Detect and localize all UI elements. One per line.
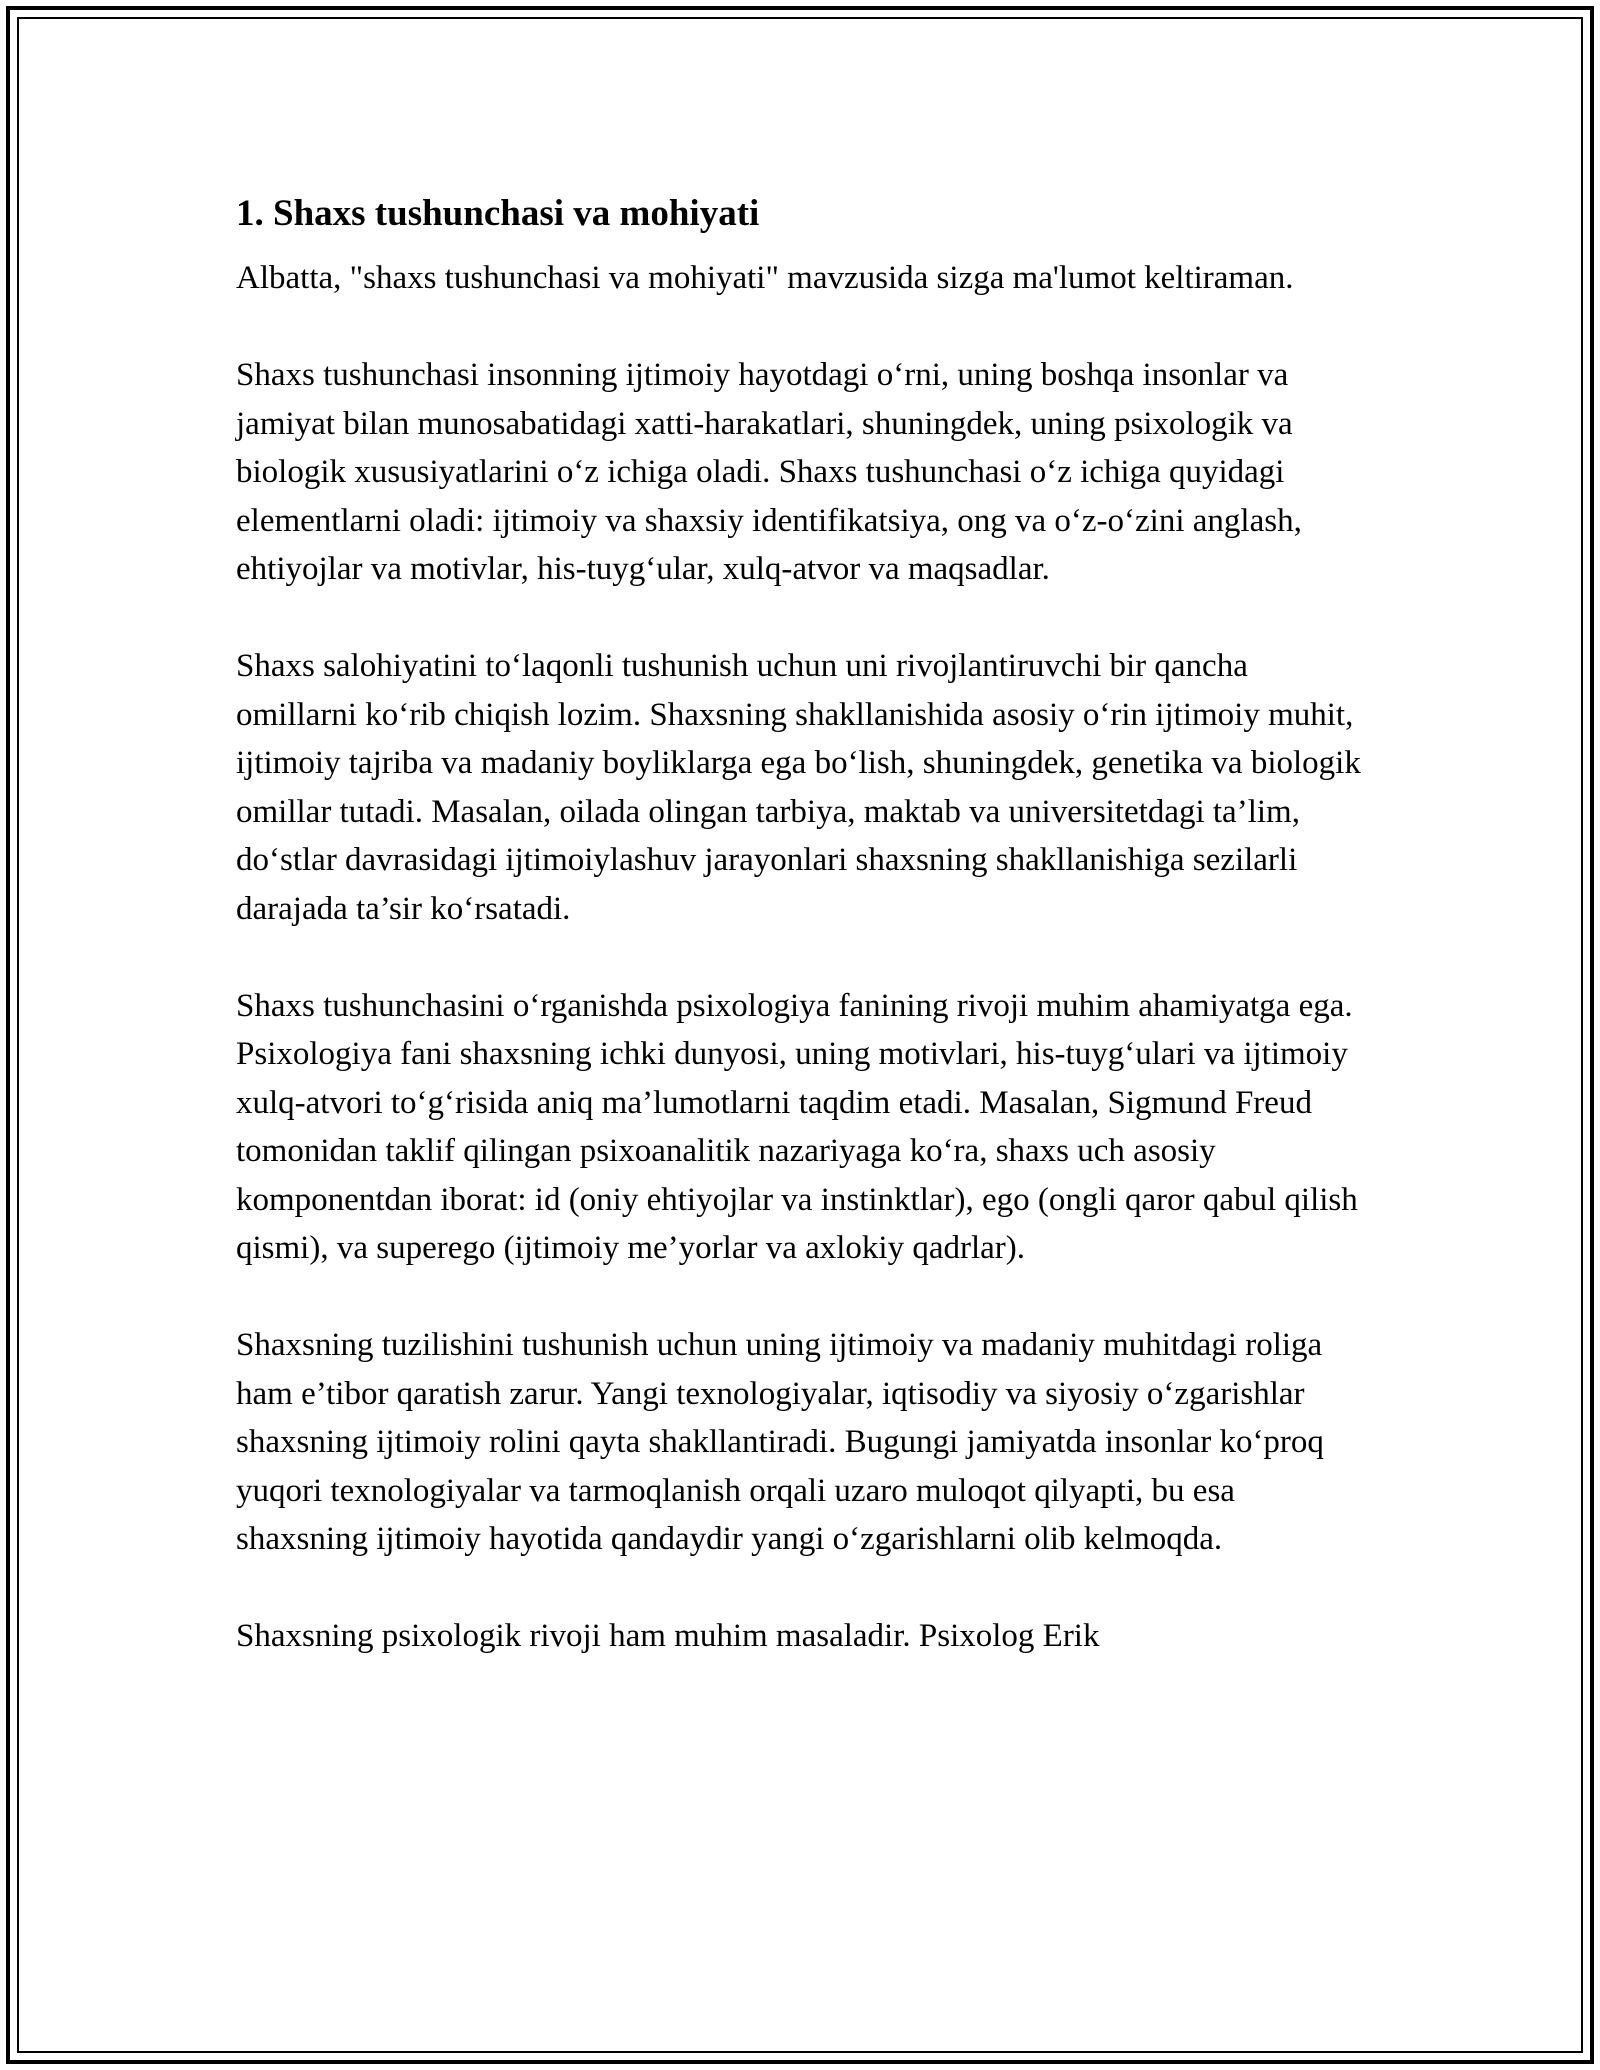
paragraph-intro: Albatta, "shaxs tushunchasi va mohiyati" mavzusida sizga ma'lumot keltiraman. xyxy=(236,260,1294,296)
paragraph-formation-factors: Shaxs salohiyatini to‘laqonli tushunish uchun uni rivojlantiruvchi bir qancha omillarni ko‘rib chiqish lozim. Shaxsning shakllanishida asosiy o‘rin ijtimoiy muhit, ijtimoiy tajriba va madaniy boyliklarga ega bo‘lish, shuningdek, genetika va biologik omillar tutadi. Masalan, oilada olingan tarbiya, maktab va universitetdagi ta’lim, do‘stlar davrasidagi ijtimoiylashuv jarayonlari shaxsning shakllanishiga sezilarli darajada ta’sir ko‘rsatadi. xyxy=(236,648,1361,927)
paragraph-psychological-development: Shaxsning psixologik rivoji ham muhim masaladir. Psixolog Erik xyxy=(236,1618,1100,1654)
paragraph-psychology: Shaxs tushunchasini o‘rganishda psixologiya fanining rivoji muhim ahamiyatga ega. Psixologiya fani shaxsning ichki dunyosi, uning motivlari, his-tuyg‘ulari va ijtimoiy xulq-atvori to‘g‘risida aniq ma’lumotlarni taqdim etadi. Masalan, Sigmund Freud tomonidan taklif qilingan psixoanalitik nazariyaga ko‘ra, shaxs uch asosiy komponentdan iborat: id (oniy ehtiyojlar va instinktlar), ego (ongli qaror qabul qilish qismi), va superego (ijtimoiy me’yorlar va axlokiy qadrlar). xyxy=(236,987,1358,1266)
paragraph-social-role: Shaxsning tuzilishini tushunish uchun uning ijtimoiy va madaniy muhitdagi roliga ham e’tibor qaratish zarur. Yangi texnologiyalar, iqtisodiy va siyosiy o‘zgarishlar shaxsning ijtimoiy rolini qayta shakllantiradi. Bugungi jamiyatda insonlar ko‘proq yuqori texnologiyalar va tarmoqlanish orqali uzaro muloqot qilyapti, bu esa shaxsning ijtimoiy hayotida qandaydir yangi o‘zgarishlarni olib kelmoqda. xyxy=(236,1327,1324,1557)
paragraph-definition: Shaxs tushunchasi insonning ijtimoiy hayotdagi o‘rni, uning boshqa insonlar va jamiyat bilan munosabatidagi xatti-harakatlari, shuningdek, uning psixologik va biologik xususiyatlarini o‘z ichiga oladi. Shaxs tushunchasi o‘z ichiga quyidagi elementlarni oladi: ijtimoiy va shaxsiy identifikatsiya, ong va o‘z-o‘zini anglash, ehtiyojlar va motivlar, his-tuyg‘ular, xulq-atvor va maqsadlar. xyxy=(236,357,1302,587)
section-heading: 1. Shaxs tushunchasi va mohiyati xyxy=(236,193,760,234)
document-body xyxy=(236,186,1366,1709)
